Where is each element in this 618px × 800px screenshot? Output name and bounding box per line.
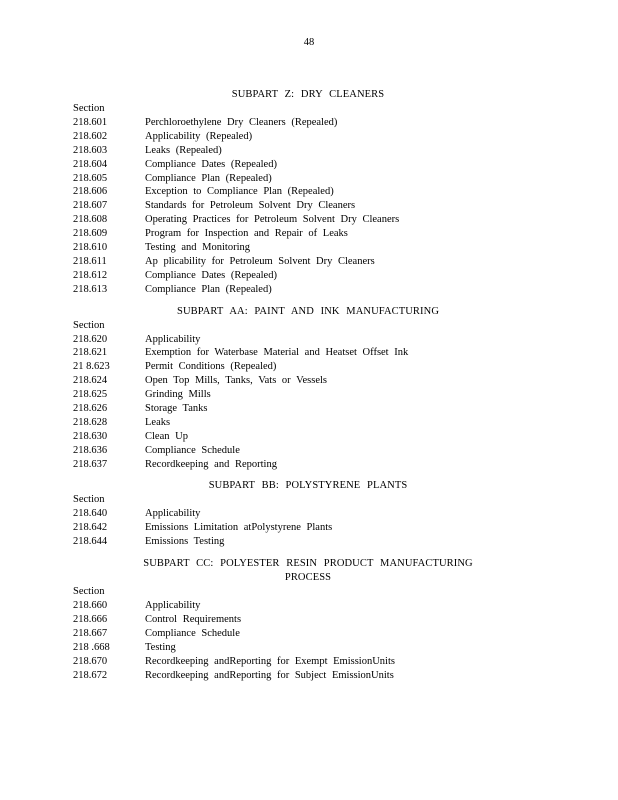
section-entry <box>73 521 543 535</box>
section-title: Exemption for Waterbase Material and Heatset Offset Ink <box>145 347 409 359</box>
section-entry <box>73 333 543 347</box>
section-title: Ap plicability for Petroleum Solvent Dry Cleaners <box>145 255 375 267</box>
section-entry <box>73 627 543 641</box>
section-entry <box>73 269 543 283</box>
section-title: Compliance Schedule <box>145 627 240 639</box>
subpart-title: SUBPART CC: POLYESTER RESIN PRODUCT MANUFACTURING <box>143 558 473 570</box>
section-entry <box>73 116 543 130</box>
section-title: Exception to Compliance Plan (Repealed) <box>145 186 334 198</box>
section-entry <box>73 641 543 655</box>
section-title: Perchloroethylene Dry Cleaners (Repealed) <box>145 117 338 128</box>
section-number: 218.607 <box>73 200 108 212</box>
section-number: 218 .668 <box>73 641 110 653</box>
section-title: Program for Inspection and Repair of Leaks <box>145 228 348 240</box>
section-number: 218.642 <box>73 522 108 534</box>
section-title: Recordkeeping and Reporting <box>145 458 277 470</box>
section-number: 218.604 <box>73 158 108 170</box>
subpart-title-line2: PROCESS <box>284 572 332 584</box>
section-number: 218.612 <box>73 269 108 281</box>
subpart-z <box>73 88 543 297</box>
section-entry <box>73 430 543 444</box>
section-number: 218.625 <box>73 389 108 401</box>
entry-list <box>73 116 543 297</box>
section-title: Recordkeeping andReporting for Subject EmissionUnits <box>145 669 394 681</box>
section-title: Compliance Dates (Repealed) <box>145 158 277 170</box>
section-entry <box>73 130 543 144</box>
section-title: Emissions Testing <box>145 536 225 548</box>
section-number: 218.603 <box>73 144 108 156</box>
table-of-contents <box>73 88 543 691</box>
section-entry <box>73 227 543 241</box>
section-entry <box>73 213 543 227</box>
section-number: 218.670 <box>73 655 108 667</box>
section-entry <box>73 185 543 199</box>
section-entry <box>73 360 543 374</box>
section-entry <box>73 535 543 549</box>
section-number: 218.628 <box>73 416 108 428</box>
section-title: Applicability <box>145 333 201 345</box>
section-entry <box>73 374 543 388</box>
section-number: 218.613 <box>73 283 108 295</box>
section-number: 218.608 <box>73 214 108 226</box>
section-title: Compliance Dates (Repealed) <box>145 269 277 281</box>
section-title: Emissions Limitation atPolystyrene Plants <box>145 522 333 534</box>
section-entry <box>73 613 543 627</box>
section-number: 218.609 <box>73 228 108 240</box>
section-entry <box>73 346 543 360</box>
section-number: 218.636 <box>73 444 108 456</box>
entry-list <box>73 507 543 549</box>
section-number: 218.666 <box>73 614 108 626</box>
subpart-cc <box>73 557 543 682</box>
page-number: 48 <box>303 37 315 48</box>
section-entry <box>73 172 543 186</box>
section-number: 218.626 <box>73 403 108 415</box>
section-number: 21 8.623 <box>73 361 110 373</box>
entry-list <box>73 599 543 682</box>
section-label: Section <box>73 319 105 331</box>
section-number: 218.602 <box>73 130 108 142</box>
section-number: 218.644 <box>73 536 108 548</box>
section-entry <box>73 458 543 472</box>
section-title: Applicability (Repealed) <box>145 130 253 142</box>
section-number: 218.605 <box>73 172 108 184</box>
section-title: Operating Practices for Petroleum Solvent Dry Cleaners <box>145 214 400 226</box>
section-title: Testing <box>145 641 176 653</box>
section-title: Applicability <box>145 508 201 520</box>
section-number: 218.620 <box>73 333 108 345</box>
section-number: 218.610 <box>73 242 108 254</box>
subpart-aa <box>73 305 543 472</box>
entry-list <box>73 333 543 472</box>
section-number: 218.624 <box>73 375 108 387</box>
section-number: 218.637 <box>73 458 108 470</box>
section-title: Compliance Plan (Repealed) <box>145 283 272 295</box>
section-title: Leaks (Repealed) <box>145 144 222 156</box>
section-number: 218.672 <box>73 669 108 681</box>
section-label: Section <box>73 494 105 506</box>
section-title: Control Requirements <box>145 614 242 626</box>
section-number: 218.640 <box>73 508 108 520</box>
section-label: Section <box>73 586 105 598</box>
section-title: Standards for Petroleum Solvent Dry Cleaners <box>145 200 356 212</box>
section-entry <box>73 283 543 297</box>
section-title: Clean Up <box>145 430 188 442</box>
section-entry <box>73 402 543 416</box>
section-number: 218.606 <box>73 186 108 198</box>
section-title: Permit Conditions (Repealed) <box>145 361 277 373</box>
section-title: Compliance Schedule <box>145 444 240 456</box>
section-entry <box>73 255 543 269</box>
section-title: Testing and Monitoring <box>145 242 251 254</box>
section-title: Compliance Plan (Repealed) <box>145 172 272 184</box>
section-entry <box>73 507 543 521</box>
section-entry <box>73 199 543 213</box>
section-number: 218.611 <box>73 255 107 267</box>
section-title: Recordkeeping andReporting for Exempt EmissionUnits <box>145 655 395 667</box>
section-entry <box>73 444 543 458</box>
section-label: Section <box>73 103 105 114</box>
section-entry <box>73 655 543 669</box>
section-entry <box>73 669 543 683</box>
section-entry <box>73 599 543 613</box>
subpart-title: SUBPART AA: PAINT AND INK MANUFACTURING <box>177 305 439 317</box>
section-title: Grinding Mills <box>145 389 211 401</box>
section-entry <box>73 241 543 255</box>
subpart-title: SUBPART Z: DRY CLEANERS <box>231 89 385 100</box>
section-number: 218.667 <box>73 627 108 639</box>
subpart-title: SUBPART BB: POLYSTYRENE PLANTS <box>208 480 408 492</box>
section-number: 218.660 <box>73 600 108 612</box>
section-entry <box>73 416 543 430</box>
section-number: 218.621 <box>73 347 108 359</box>
section-entry <box>73 158 543 172</box>
subpart-bb <box>73 479 543 549</box>
section-title: Applicability <box>145 600 201 612</box>
section-entry <box>73 144 543 158</box>
section-number: 218.601 <box>73 117 108 128</box>
section-number: 218.630 <box>73 430 108 442</box>
section-title: Leaks <box>145 416 171 428</box>
section-title: Open Top Mills, Tanks, Vats or Vessels <box>145 375 328 387</box>
section-title: Storage Tanks <box>145 403 208 415</box>
section-entry <box>73 388 543 402</box>
